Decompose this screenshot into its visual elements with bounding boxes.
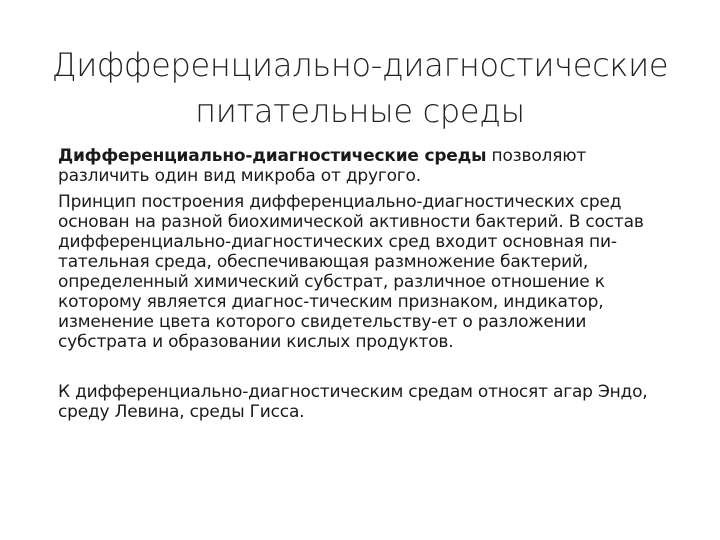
paragraph-examples: К дифференциально-диагностическим средам относят агар Эндо, среду Левина, среды Гисса. — [58, 382, 648, 422]
title-line-2: питательные среды — [195, 92, 525, 130]
definition-term: Дифференциально-диагностические среды — [58, 146, 487, 166]
definition-text: позволяют различить один вид микроба от другого. — [58, 146, 587, 186]
paragraph-definition — [58, 146, 670, 186]
slide-title — [40, 42, 680, 134]
title-line-1: Дифференциально-диагностические — [51, 46, 669, 84]
slide-body — [58, 146, 670, 428]
paragraph-principle: Принцип построения дифференциально-диагностических сред основан на разной биохимической активности бактерий. В состав дифференциально-диагностических сред входит основная пи-тательная среда, обеспечивающая размножение бактерий, определенный химический субстрат, различное отношение к которому является диагнос-тическим признаком, индикатор, изменение цвета которого свидетельству-ет о разложении субстрата и образовании кислых продуктов. — [58, 192, 644, 352]
